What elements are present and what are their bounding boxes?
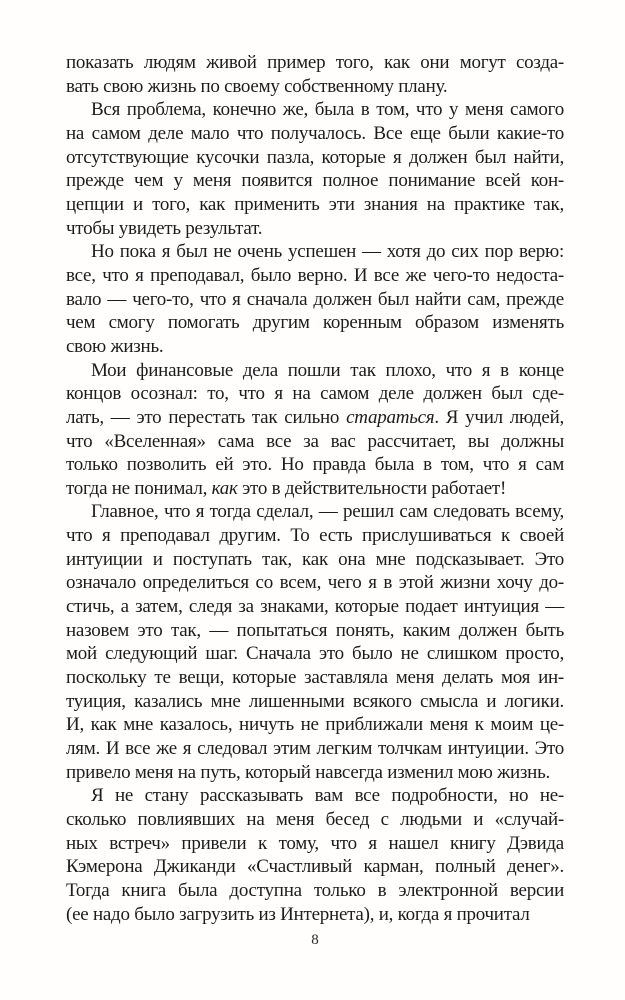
text-line: отсутствующие кусочки пазла, которые я должен был найти, xyxy=(66,146,564,168)
text-line: свою жизнь. xyxy=(66,335,164,357)
text-line: поскольку те вещи, которые заставляла меня делать моя ин- xyxy=(66,667,564,689)
text-line: вало — чего-то, что я сначала должен был найти сам, прежде xyxy=(66,288,564,310)
text-line: вать свою жизнь по своему собственному плану. xyxy=(66,75,448,97)
text-line: Вся проблема, конечно же, была в том, что у меня самого xyxy=(91,99,564,121)
text-line: Но пока я был не очень успешен — хотя до сих пор верю: xyxy=(91,241,564,263)
text-line: концов осознал: то, что я на самом деле должен был сде- xyxy=(66,383,564,405)
text-line: Я не стану рассказывать вам все подробности, но не- xyxy=(91,785,564,807)
text-line: что я преподавал другим. То есть прислушиваться к своей xyxy=(66,525,564,547)
text-line: интуиции и поступать так, как она мне подсказывает. Это xyxy=(66,548,564,570)
text-line: стичь, а затем, следя за знаками, которые подает интуиция — xyxy=(66,596,564,618)
text-line: Тогда книга была доступна только в электронной версии xyxy=(66,879,564,901)
text-line: тогда не понимал, как это в действительности работает! xyxy=(66,477,507,499)
text-line: назовем это так, — попытаться понять, каким должен быть xyxy=(66,619,564,641)
text-line: только позволить ей это. Но правда была в том, что я сам xyxy=(66,454,564,476)
text-line: мой следующий шаг. Сначала это было не слишком просто, xyxy=(66,643,564,665)
text-line: (ее надо было загрузить из Интернета), и, когда я прочитал xyxy=(66,903,530,925)
text-line: привело меня на путь, который навсегда изменил мою жизнь. xyxy=(66,761,550,783)
page-number: 8 xyxy=(311,932,319,948)
text-line: сколько повлиявших на меня бесед с людьми и «случай- xyxy=(66,809,564,830)
text-line: туиция, казались мне лишенными всякого смысла и логики. xyxy=(66,690,564,712)
text-line: Кэмерона Джиканди «Счастливый карман, полный денег». xyxy=(66,856,564,878)
text-line: цепции и того, как применить эти знания на практике так, xyxy=(66,193,564,215)
text-line: И, как мне казалось, ничуть не приближали меня к моим це- xyxy=(66,714,564,736)
text-line: на самом деле мало что получалось. Все еще были какие-то xyxy=(66,122,564,144)
page-text xyxy=(66,51,564,926)
text-line: лать, — это перестать так сильно стараться. Я учил людей, xyxy=(66,406,564,428)
text-line: чем смогу помогать другим коренным образом изменять xyxy=(66,312,564,334)
text-line: лям. И все же я следовал этим легким толчкам интуиции. Это xyxy=(66,738,564,760)
text-line: чтобы увидеть результат. xyxy=(66,217,263,239)
text-line: Главное, что я тогда сделал, — решил сам следовать всему, xyxy=(91,501,564,523)
text-line: показать людям живой пример того, как они могут созда- xyxy=(66,52,564,73)
text-line: означало определиться со всем, чего я в этой жизни хочу до- xyxy=(66,572,564,594)
text-line: Мои финансовые дела пошли так плохо, что я в конце xyxy=(91,359,564,381)
text-line: что «Вселенная» сама все за вас рассчитает, вы должны xyxy=(66,430,564,452)
text-line: все, что я преподавал, было верно. И все же чего-то недоста- xyxy=(66,264,564,286)
text-line: ных встреч» привели к тому, что я нашел книгу Дэвида xyxy=(66,832,564,854)
text-line: прежде чем у меня появится полное понимание всей кон- xyxy=(66,170,564,192)
